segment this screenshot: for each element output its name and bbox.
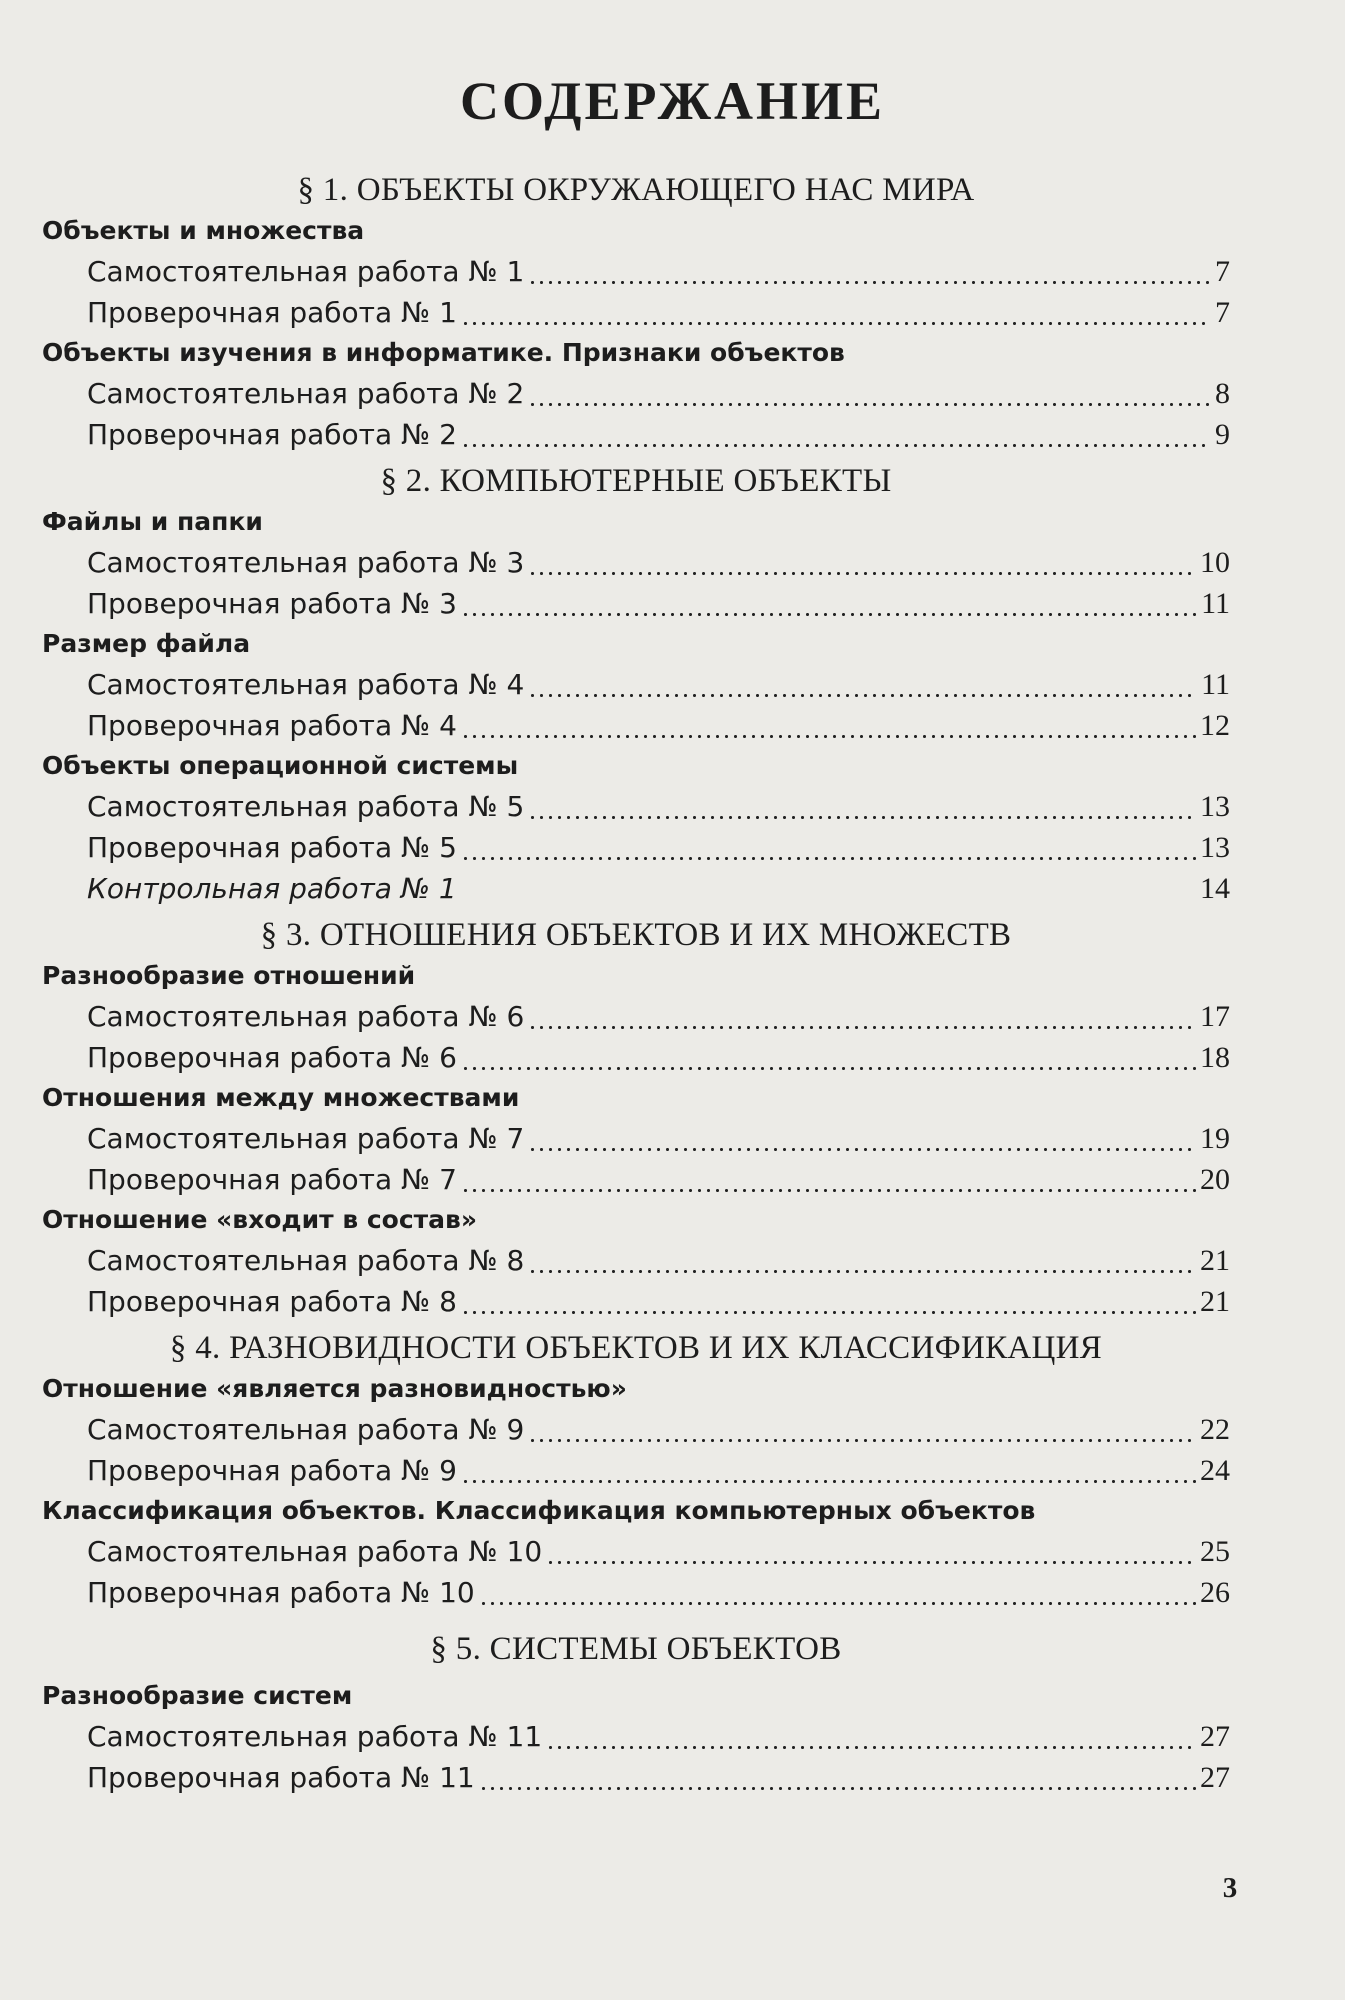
dot-leader <box>528 664 1197 705</box>
dot-leader <box>461 1159 1196 1200</box>
toc-entry-page: 20 <box>1200 1163 1230 1196</box>
toc-entry-label: Проверочная работа № 2 <box>87 418 457 451</box>
toc-entry-page: 25 <box>1200 1535 1230 1568</box>
table-of-contents <box>42 170 1230 1798</box>
dot-leader <box>461 583 1197 624</box>
toc-entry-label: Проверочная работа № 4 <box>87 709 457 742</box>
dot-leader <box>546 1716 1196 1757</box>
toc-entry-label: Самостоятельная работа № 4 <box>87 668 525 701</box>
toc-entry-label: Самостоятельная работа № 11 <box>87 1720 543 1753</box>
toc-entry-label: Самостоятельная работа № 1 <box>87 255 525 288</box>
toc-entry-page: 7 <box>1215 255 1230 288</box>
toc-entry-label: Самостоятельная работа № 7 <box>87 1122 525 1155</box>
toc-entry-page: 19 <box>1200 1122 1230 1155</box>
toc-entry[interactable] <box>42 705 1230 746</box>
toc-entry-page: 13 <box>1200 790 1230 823</box>
toc-entry-page: 7 <box>1215 296 1230 329</box>
toc-entry-label: Проверочная работа № 10 <box>87 1576 475 1609</box>
toc-entry[interactable] <box>42 292 1230 333</box>
topic-title: Классификация объектов. Классификация компьютерных объектов <box>42 1496 1036 1525</box>
dot-leader <box>479 1572 1196 1613</box>
toc-entry[interactable] <box>42 1037 1230 1078</box>
toc-entry[interactable] <box>42 996 1230 1037</box>
toc-entry-label: Проверочная работа № 9 <box>87 1454 457 1487</box>
dot-leader <box>528 996 1196 1037</box>
dot-leader <box>479 1757 1196 1798</box>
toc-entry[interactable] <box>42 1572 1230 1613</box>
toc-entry[interactable] <box>42 1716 1230 1757</box>
toc-entry-page: 21 <box>1200 1285 1230 1318</box>
toc-entry[interactable] <box>42 1118 1230 1159</box>
toc-entry[interactable] <box>42 786 1230 827</box>
dot-leader <box>528 1409 1196 1450</box>
section-heading: § 1. ОБЪЕКТЫ ОКРУЖАЮЩЕГО НАС МИРА <box>297 172 975 208</box>
toc-entry[interactable] <box>42 583 1230 624</box>
toc-entry-label: Проверочная работа № 11 <box>87 1761 475 1794</box>
toc-entry-label: Самостоятельная работа № 3 <box>87 546 525 579</box>
topic-title: Объекты и множества <box>42 216 365 245</box>
toc-entry[interactable] <box>42 1531 1230 1572</box>
toc-entry-page: 12 <box>1200 709 1230 742</box>
toc-entry-label: Проверочная работа № 6 <box>87 1041 457 1074</box>
toc-entry[interactable] <box>42 1281 1230 1322</box>
toc-entry-test[interactable] <box>42 868 1230 909</box>
topic-title: Объекты изучения в информатике. Признаки объектов <box>42 338 845 367</box>
dot-leader <box>546 1531 1196 1572</box>
toc-entry-page: 8 <box>1215 377 1230 410</box>
toc-entry-label: Проверочная работа № 8 <box>87 1285 457 1318</box>
dot-leader <box>461 705 1196 746</box>
toc-entry-label: Самостоятельная работа № 9 <box>87 1413 525 1446</box>
toc-entry[interactable] <box>42 1757 1230 1798</box>
topic-title: Отношение «входит в состав» <box>42 1205 477 1234</box>
toc-entry-label: Проверочная работа № 5 <box>87 831 457 864</box>
toc-entry-label: Самостоятельная работа № 5 <box>87 790 525 823</box>
toc-entry[interactable] <box>42 1409 1230 1450</box>
toc-entry-label: Самостоятельная работа № 10 <box>87 1535 543 1568</box>
page-title: СОДЕРЖАНИЕ <box>460 71 885 131</box>
topic-title: Разнообразие отношений <box>42 961 416 990</box>
toc-entry-page: 9 <box>1215 418 1230 451</box>
dot-leader <box>461 827 1196 868</box>
toc-entry-page: 14 <box>1200 872 1230 905</box>
toc-entry[interactable] <box>42 373 1230 414</box>
toc-entry-page: 24 <box>1200 1454 1230 1487</box>
toc-entry-page: 21 <box>1200 1244 1230 1277</box>
toc-entry-page: 17 <box>1200 1000 1230 1033</box>
dot-leader <box>528 542 1196 583</box>
toc-entry-page: 11 <box>1201 668 1230 701</box>
toc-entry-page: 27 <box>1200 1720 1230 1753</box>
toc-entry[interactable] <box>42 542 1230 583</box>
toc-entry-page: 27 <box>1200 1761 1230 1794</box>
toc-entry-page: 18 <box>1200 1041 1230 1074</box>
topic-title: Отношение «является разновидностью» <box>42 1374 627 1403</box>
toc-entry[interactable] <box>42 1159 1230 1200</box>
dot-leader <box>528 1118 1196 1159</box>
dot-leader <box>461 1450 1196 1491</box>
dot-leader <box>461 1037 1196 1078</box>
section-heading: § 5. СИСТЕМЫ ОБЪЕКТОВ <box>430 1631 842 1667</box>
toc-entry-label: Самостоятельная работа № 8 <box>87 1244 525 1277</box>
dot-leader <box>461 868 1196 909</box>
topic-title: Разнообразие систем <box>42 1681 353 1710</box>
section-heading: § 2. КОМПЬЮТЕРНЫЕ ОБЪЕКТЫ <box>380 463 892 499</box>
toc-entry[interactable] <box>42 827 1230 868</box>
toc-entry[interactable] <box>42 414 1230 455</box>
toc-entry-page: 10 <box>1200 546 1230 579</box>
toc-entry[interactable] <box>42 251 1230 292</box>
toc-entry-label: Самостоятельная работа № 2 <box>87 377 525 410</box>
toc-entry-page: 26 <box>1200 1576 1230 1609</box>
toc-entry[interactable] <box>42 664 1230 705</box>
dot-leader <box>528 1240 1196 1281</box>
topic-title: Размер файла <box>42 629 251 658</box>
topic-title: Отношения между множествами <box>42 1083 520 1112</box>
toc-entry-page: 22 <box>1200 1413 1230 1446</box>
page-number: 3 <box>1222 1872 1238 1904</box>
section-heading: § 3. ОТНОШЕНИЯ ОБЪЕКТОВ И ИХ МНОЖЕСТВ <box>260 917 1012 953</box>
topic-title: Файлы и папки <box>42 507 263 536</box>
toc-entry-page: 11 <box>1201 587 1230 620</box>
toc-entry[interactable] <box>42 1450 1230 1491</box>
toc-entry-label: Контрольная работа № 1 <box>87 872 457 905</box>
toc-entry-label: Проверочная работа № 1 <box>87 296 457 329</box>
dot-leader <box>528 251 1211 292</box>
dot-leader <box>461 292 1211 333</box>
toc-entry[interactable] <box>42 1240 1230 1281</box>
topic-title: Объекты операционной системы <box>42 751 519 780</box>
dot-leader <box>528 786 1196 827</box>
toc-entry-label: Проверочная работа № 7 <box>87 1163 457 1196</box>
toc-entry-label: Проверочная работа № 3 <box>87 587 457 620</box>
section-heading: § 4. РАЗНОВИДНОСТИ ОБЪЕКТОВ И ИХ КЛАССИФИКАЦИЯ <box>169 1330 1103 1366</box>
toc-entry-page: 13 <box>1200 831 1230 864</box>
dot-leader <box>528 373 1211 414</box>
dot-leader <box>461 414 1211 455</box>
dot-leader <box>461 1281 1196 1322</box>
toc-entry-label: Самостоятельная работа № 6 <box>87 1000 525 1033</box>
